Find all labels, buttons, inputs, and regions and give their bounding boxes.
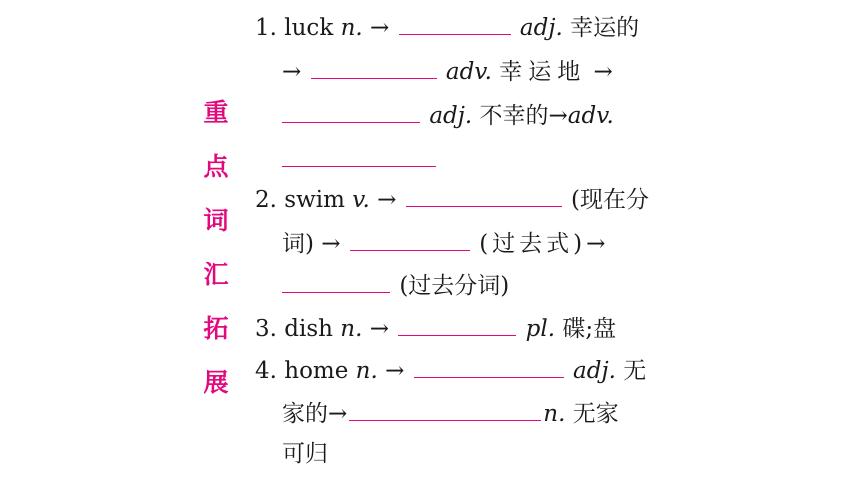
item-number: 2. bbox=[255, 187, 277, 213]
answer-blank[interactable] bbox=[406, 180, 562, 207]
item-4-line-3 bbox=[282, 436, 328, 472]
meaning: 幸运地 bbox=[499, 59, 587, 85]
item-1-line-1 bbox=[255, 8, 639, 44]
item-number: 4. bbox=[255, 358, 277, 384]
word: swim bbox=[284, 187, 345, 213]
answer-blank[interactable] bbox=[282, 96, 420, 123]
part-of-speech: adj. bbox=[429, 103, 473, 129]
meaning: 家的→ bbox=[282, 401, 348, 427]
title-char: 词 bbox=[203, 206, 229, 235]
title-char: 重 bbox=[203, 98, 229, 127]
item-3-line-1 bbox=[255, 309, 616, 345]
arrow: → bbox=[369, 316, 389, 342]
note: (过去式)→ bbox=[479, 231, 610, 257]
part-of-speech: n. bbox=[355, 358, 378, 384]
item-1-line-2 bbox=[282, 52, 613, 88]
part-of-speech: adv. bbox=[445, 59, 492, 85]
item-1-line-3 bbox=[282, 96, 614, 132]
part-of-speech: adj. bbox=[519, 15, 563, 41]
answer-blank[interactable] bbox=[349, 394, 541, 421]
part-of-speech: pl. bbox=[525, 316, 556, 342]
arrow: → bbox=[593, 59, 613, 85]
title-char: 汇 bbox=[203, 260, 229, 289]
meaning: 幸运的 bbox=[570, 15, 640, 41]
title-char: 点 bbox=[203, 152, 229, 181]
note: 词) bbox=[282, 231, 314, 257]
part-of-speech: n. bbox=[340, 316, 363, 342]
answer-blank[interactable] bbox=[350, 224, 470, 251]
part-of-speech: adv. bbox=[567, 103, 614, 129]
item-2-line-1 bbox=[255, 180, 649, 216]
arrow: → bbox=[548, 103, 568, 129]
note: (现在分 bbox=[571, 187, 650, 213]
item-1-line-4 bbox=[282, 140, 438, 176]
word: luck bbox=[284, 15, 334, 41]
answer-blank[interactable] bbox=[282, 140, 436, 167]
item-2-line-2 bbox=[282, 224, 609, 260]
item-number: 3. bbox=[255, 316, 277, 342]
item-number: 1. bbox=[255, 15, 277, 41]
word: dish bbox=[284, 316, 333, 342]
arrow: → bbox=[385, 358, 405, 384]
title-char: 拓 bbox=[203, 314, 229, 343]
meaning: 碟;盘 bbox=[562, 316, 617, 342]
item-4-line-2 bbox=[282, 394, 619, 430]
arrow: → bbox=[321, 231, 341, 257]
note: (过去分词) bbox=[399, 273, 510, 299]
word: home bbox=[284, 358, 349, 384]
arrow: → bbox=[377, 187, 397, 213]
meaning: 可归 bbox=[282, 441, 328, 467]
answer-blank[interactable] bbox=[414, 351, 564, 378]
section-title bbox=[200, 86, 232, 410]
title-char: 展 bbox=[203, 368, 229, 397]
part-of-speech: v. bbox=[352, 187, 370, 213]
answer-blank[interactable] bbox=[282, 266, 390, 293]
meaning: 无 bbox=[623, 358, 647, 384]
part-of-speech: adj. bbox=[573, 358, 616, 384]
part-of-speech: n. bbox=[543, 401, 566, 427]
answer-blank[interactable] bbox=[398, 309, 516, 336]
part-of-speech: n. bbox=[340, 15, 363, 41]
item-2-line-3 bbox=[282, 266, 509, 302]
arrow: → bbox=[282, 59, 302, 85]
item-4-line-1 bbox=[255, 351, 646, 387]
meaning: 无家 bbox=[572, 401, 619, 427]
answer-blank[interactable] bbox=[399, 8, 511, 35]
meaning: 不幸的 bbox=[479, 103, 549, 129]
arrow: → bbox=[370, 15, 390, 41]
answer-blank[interactable] bbox=[311, 52, 437, 79]
